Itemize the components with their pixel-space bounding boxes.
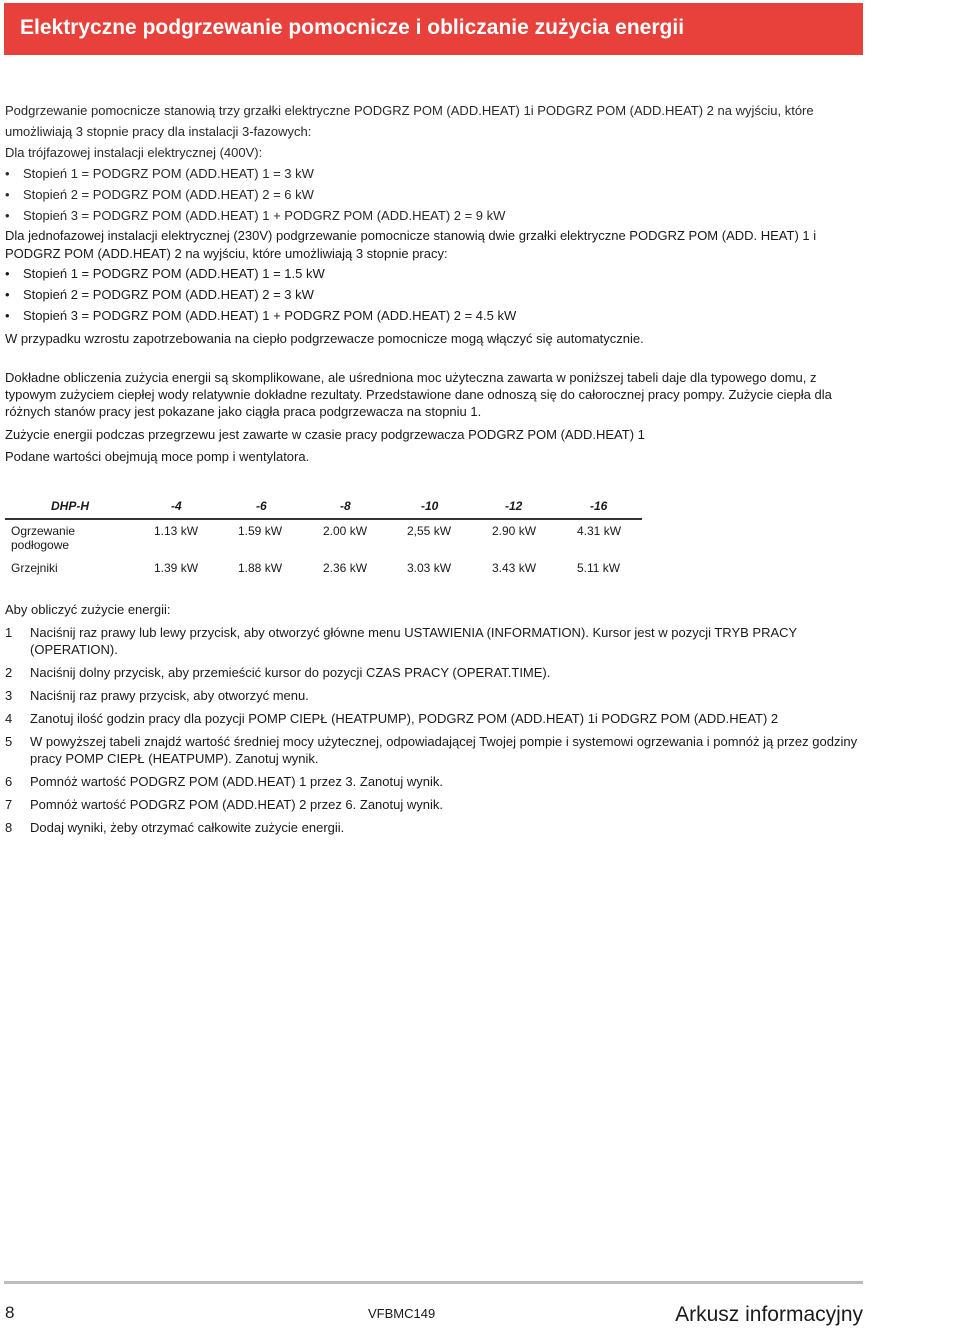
list-item: • Stopień 3 = PODGRZ POM (ADD.HEAT) 1 + PODGRZ POM (ADD.HEAT) 2 = 4.5 kW [5, 308, 517, 323]
table-cell: 5.11 kW [577, 561, 621, 575]
list-item: 2 Naciśnij dolny przycisk, aby przemieścić kursor do pozycji CZAS PRACY (OPERAT.TIME). [5, 665, 551, 680]
list-item: • Stopień 2 = PODGRZ POM (ADD.HEAT) 2 = 6 kW [5, 187, 314, 202]
overheating-note: Zużycie energii podczas przegrzewu jest zawarte w czasie pracy podgrzewacza PODGRZ POM (ADD.HEAT) 1 [5, 427, 645, 442]
page-title: Elektryczne podgrzewanie pomocnicze i obliczanie zużycia energii [20, 16, 685, 39]
table-cell: 2.36 kW [323, 561, 368, 575]
list-item: • Stopień 3 = PODGRZ POM (ADD.HEAT) 1 + PODGRZ POM (ADD.HEAT) 2 = 9 kW [5, 208, 506, 223]
table-header [5, 496, 642, 520]
table-cell: 3.43 kW [492, 561, 537, 575]
header-bar [4, 3, 863, 55]
table-cell: 1.59 kW [238, 524, 283, 538]
list-item: 6 Pomnóż wartość PODGRZ POM (ADD.HEAT) 1 przez 3. Zanotuj wynik. [5, 774, 443, 789]
table-header-cell: -10 [421, 499, 439, 513]
footer-divider [4, 1281, 863, 1284]
list-item: 8 Dodaj wyniki, żeby otrzymać całkowite zużycie energii. [5, 820, 345, 835]
list-item: 1 Naciśnij raz prawy lub lewy przycisk, aby otworzyć główne menu USTAWIENIA (INFORMATION). Kursor jest w pozycji TRYB PRACY (OPERATION). [5, 625, 797, 657]
table-header-cell: -4 [171, 499, 182, 513]
table-cell: 1.39 kW [154, 561, 199, 575]
table-header-cell: -16 [590, 499, 608, 513]
list-item: 7 Pomnóż wartość PODGRZ POM (ADD.HEAT) 2 przez 6. Zanotuj wynik. [5, 797, 443, 812]
table-header-cell: -8 [340, 499, 351, 513]
table-cell: 1.88 kW [238, 561, 283, 575]
row-label: Grzejniki [11, 561, 58, 575]
list-item: 4 Zanotuj ilość godzin pracy dla pozycji POMP CIEPŁ (HEATPUMP), PODGRZ POM (ADD.HEAT) 1i PODGRZ POM (ADD.HEAT) 2 [5, 711, 779, 726]
calculation-paragraph: Dokładne obliczenia zużycia energii są skomplikowane, ale uśredniona moc użyteczna zawarta w poniższej tabeli daje dla typowego domu, z typowym zużyciem ciepłej wody relatywnie dokładne rezultaty. Przedstawione dane odnoszą się do całorocznej pracy pompy. Zużycie ciepła dla różnych stanów pracy jest pokazane jako ciągła praca podgrzewacza na stopniu 1. [5, 370, 832, 419]
table-cell: 3.03 kW [407, 561, 452, 575]
auto-switch-note: W przypadku wzrostu zapotrzebowania na ciepło podgrzewacze pomocnicze mogą włączyć się automatycznie. [5, 331, 644, 346]
list-item: • Stopień 1 = PODGRZ POM (ADD.HEAT) 1 = 1.5 kW [5, 266, 325, 281]
table-cell: 4.31 kW [577, 524, 622, 538]
steps-list [5, 624, 865, 842]
table-cell: 2,55 kW [407, 524, 452, 538]
document-code: VFBMC149 [368, 1306, 436, 1321]
list-item: 5 W powyższej tabeli znajdź wartość średniej mocy użytecznej, odpowiadającej Twojej pompie i systemowi ogrzewania i pomnóż ją przez godziny pracy POMP CIEPŁ (HEATPUMP). Zanotuj wynik. [5, 734, 858, 766]
calculation-section [5, 369, 865, 466]
table-header-cell: -12 [505, 499, 523, 513]
intro-section [5, 100, 865, 226]
table-header-cell: -6 [256, 499, 267, 513]
three-phase-heading: Dla trójfazowej instalacji elektrycznej (400V): [5, 145, 263, 160]
row-label: podłogowe [11, 538, 70, 552]
single-phase-section [5, 227, 865, 348]
list-item: • Stopień 1 = PODGRZ POM (ADD.HEAT) 1 = 3 kW [5, 166, 314, 181]
single-phase-paragraph: Dla jednofazowej instalacji elektrycznej (230V) podgrzewanie pomocnicze stanowią dwie grzałki elektryczne PODGRZ POM (ADD. HEAT) 1 i PODGRZ POM (ADD.HEAT) 2 na wyjściu, które umożliwiają 3 stopnie pracy: [5, 228, 817, 261]
howto-title: Aby obliczyć zużycie energii: [5, 602, 171, 617]
row-label: Ogrzewanie [11, 524, 76, 538]
table-cell: 2.90 kW [492, 524, 537, 538]
howto-section [5, 601, 865, 619]
document-type: Arkusz informacyjny [675, 1303, 863, 1326]
table-cell: 2.00 kW [323, 524, 368, 538]
page-number: 8 [5, 1303, 15, 1322]
list-item: • Stopień 2 = PODGRZ POM (ADD.HEAT) 2 = 3 kW [5, 287, 314, 302]
list-item: 3 Naciśnij raz prawy przycisk, aby otworzyć menu. [5, 688, 309, 703]
intro-paragraph: Podgrzewanie pomocnicze stanowią trzy grzałki elektryczne PODGRZ POM (ADD.HEAT) 1i PODGRZ POM (ADD.HEAT) 2 na wyjściu, które umożliwiają 3 stopnie pracy dla instalacji 3-fazowych: [5, 103, 814, 139]
power-note: Podane wartości obejmują moce pomp i wentylatora. [5, 449, 310, 464]
table-header-cell: DHP-H [51, 499, 89, 513]
table-cell: 1.13 kW [154, 524, 199, 538]
